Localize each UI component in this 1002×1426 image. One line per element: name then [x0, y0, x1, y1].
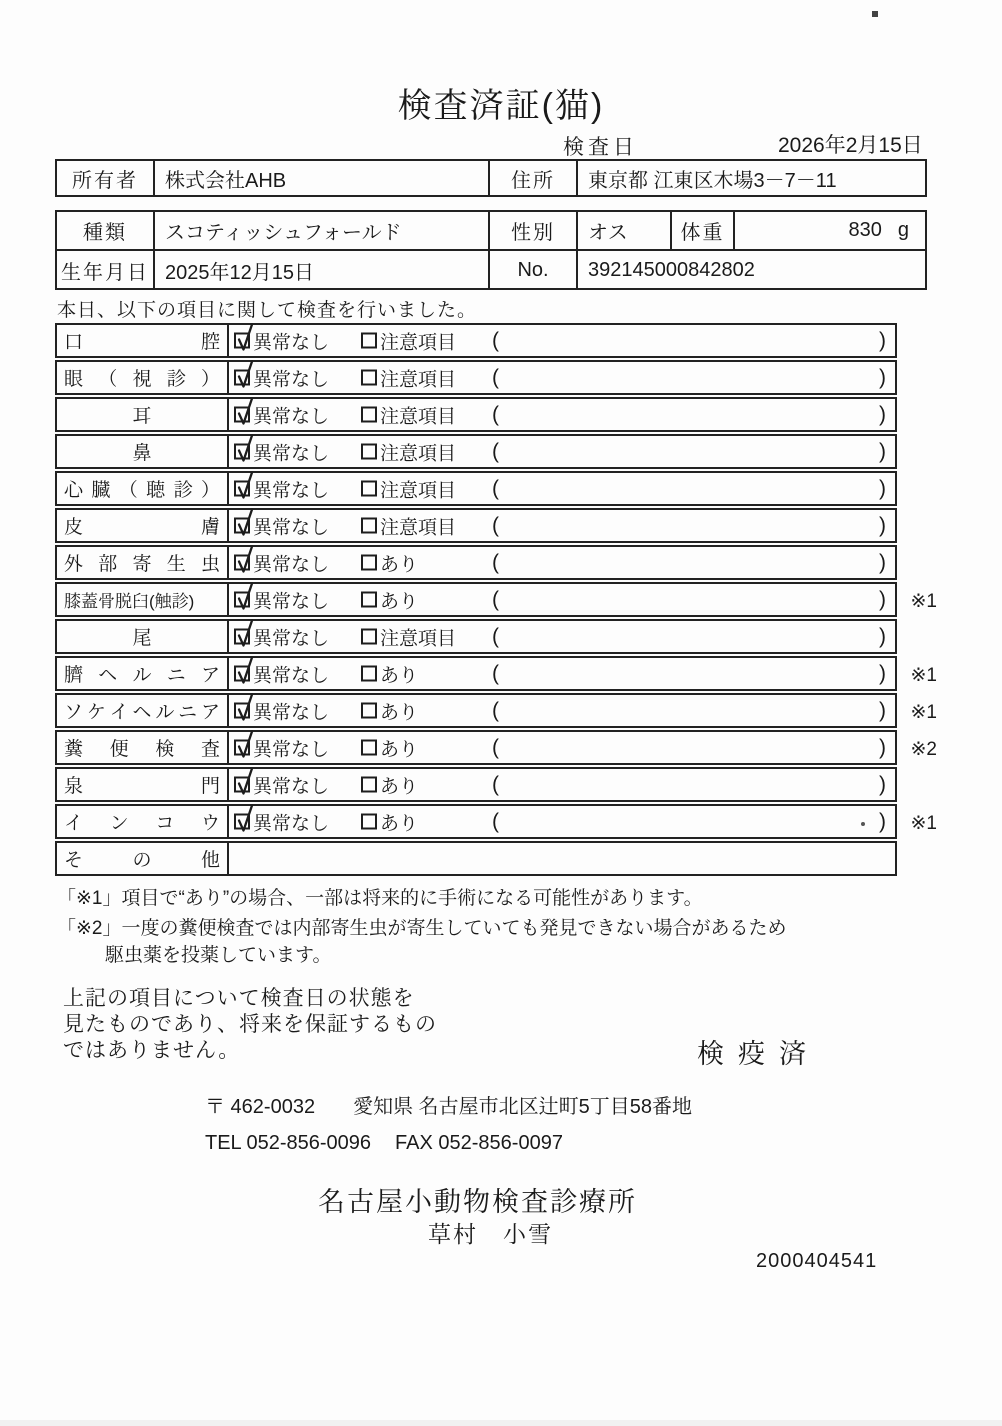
owner-value: 株式会社AHB	[155, 161, 490, 195]
exam-item-label: 膝蓋骨脱臼(触診)	[57, 584, 229, 615]
exam-row	[55, 397, 897, 432]
result-alt-option	[361, 586, 418, 613]
birth-label: 生年月日	[57, 251, 155, 290]
checkmark-icon	[235, 692, 255, 724]
exam-alt-label: あり	[380, 776, 419, 797]
exam-ok-label: 異常なし	[253, 739, 330, 760]
species-value: スコティッシュフォールド	[155, 212, 490, 249]
no-label: No.	[490, 251, 578, 290]
result-alt-option	[361, 512, 456, 539]
exam-row	[55, 619, 897, 654]
exam-alt-label: あり	[380, 665, 419, 686]
exam-alt-label: 注意項目	[380, 369, 457, 390]
exam-alt-label: あり	[380, 554, 419, 575]
checkmark-icon	[235, 766, 255, 798]
exam-row-content	[229, 436, 895, 467]
exam-ok-label: 異常なし	[253, 369, 330, 390]
unchecked-checkbox-icon	[361, 555, 377, 571]
paren-close: )	[879, 772, 886, 796]
result-ok-option	[234, 660, 329, 687]
paren-close: )	[879, 661, 886, 685]
checked-checkbox-icon	[234, 333, 250, 349]
exam-alt-label: あり	[380, 702, 419, 723]
checked-checkbox-icon	[234, 444, 250, 460]
paren-close: )	[879, 513, 886, 537]
result-alt-option	[361, 438, 456, 465]
result-ok-option	[234, 364, 329, 391]
exam-ok-label: 異常なし	[253, 702, 330, 723]
document-serial-number: 2000404541	[756, 1250, 878, 1272]
exam-note: ※2	[910, 739, 937, 760]
pet-table	[55, 210, 927, 290]
exam-ok-label: 異常なし	[253, 554, 330, 575]
result-ok-option	[234, 623, 329, 650]
unchecked-checkbox-icon	[361, 444, 377, 460]
exam-item-label: ソ ケ イ ヘ ル ニ ア	[57, 695, 229, 726]
result-ok-option	[234, 327, 329, 354]
unchecked-checkbox-icon	[361, 481, 377, 497]
exam-item-label: そ の 他	[57, 843, 229, 874]
exam-row-content	[229, 658, 895, 689]
owner-label: 所有者	[57, 161, 155, 195]
result-alt-option	[361, 697, 418, 724]
result-ok-option	[234, 771, 329, 798]
paren-close: )	[879, 476, 886, 500]
paren-close: )	[879, 328, 886, 352]
weight-value: 830	[848, 219, 882, 241]
paren-open: (	[492, 809, 499, 833]
intro-sentence: 本日、以下の項目に関して検査を行いました。	[57, 300, 478, 321]
checked-checkbox-icon	[234, 629, 250, 645]
exam-ok-label: 異常なし	[253, 517, 330, 538]
unchecked-checkbox-icon	[361, 370, 377, 386]
exam-ok-label: 異常なし	[253, 591, 330, 612]
paren-close: )	[879, 550, 886, 574]
exam-alt-label: あり	[380, 813, 419, 834]
paren-open: (	[492, 365, 499, 389]
exam-row-content	[229, 362, 895, 393]
exam-note: ※1	[910, 665, 937, 686]
address-value: 東京都 江東区木場3－7－11	[588, 169, 837, 192]
paren-open: (	[492, 476, 499, 500]
clinic-contact-line	[205, 1132, 563, 1155]
checkmark-icon	[235, 359, 255, 391]
pet-table-row-1	[57, 212, 925, 251]
result-ok-option	[234, 549, 329, 576]
clinic-address: 愛知県 名古屋市北区辻町5丁目58番地	[353, 1096, 693, 1118]
exam-row-content	[229, 510, 895, 541]
exam-row	[55, 323, 897, 358]
exam-row-content	[229, 621, 895, 652]
result-alt-option	[361, 364, 456, 391]
paren-open: (	[492, 661, 499, 685]
checkmark-icon	[235, 618, 255, 650]
exam-row-content	[229, 806, 895, 837]
exam-row	[55, 804, 937, 839]
exam-row	[55, 767, 897, 802]
paren-open: (	[492, 328, 499, 352]
result-alt-option	[361, 549, 418, 576]
exam-note: ※1	[910, 591, 937, 612]
sex-value: オス	[578, 212, 672, 249]
exam-ok-label: 異常なし	[253, 776, 330, 797]
paren-open: (	[492, 550, 499, 574]
checkmark-icon	[235, 507, 255, 539]
exam-table	[55, 323, 937, 878]
result-alt-option	[361, 623, 456, 650]
result-alt-option	[361, 808, 418, 835]
result-ok-option	[234, 808, 329, 835]
exam-item-label: 泉 門	[57, 769, 229, 800]
stray-dot	[861, 822, 865, 826]
checked-checkbox-icon	[234, 814, 250, 830]
checked-checkbox-icon	[234, 666, 250, 682]
exam-row-content	[229, 325, 895, 356]
checked-checkbox-icon	[234, 703, 250, 719]
exam-row	[55, 582, 937, 617]
paren-open: (	[492, 587, 499, 611]
result-ok-option	[234, 734, 329, 761]
weight-value-cell	[735, 212, 925, 249]
exam-ok-label: 異常なし	[253, 332, 330, 353]
checked-checkbox-icon	[234, 777, 250, 793]
exam-ok-label: 異常なし	[253, 813, 330, 834]
exam-item-label: イ ン コ ウ	[57, 806, 229, 837]
exam-row-content	[229, 584, 895, 615]
exam-ok-label: 異常なし	[253, 443, 330, 464]
exam-row	[55, 360, 897, 395]
unchecked-checkbox-icon	[361, 333, 377, 349]
weight-unit: g	[897, 219, 909, 241]
exam-item-label: 外 部 寄 生 虫	[57, 547, 229, 578]
exam-ok-label: 異常なし	[253, 480, 330, 501]
paren-close: )	[879, 624, 886, 648]
exam-row	[55, 841, 897, 876]
species-label: 種類	[57, 212, 155, 249]
paren-open: (	[492, 698, 499, 722]
unchecked-checkbox-icon	[361, 666, 377, 682]
exam-ok-label: 異常なし	[253, 406, 330, 427]
result-ok-option	[234, 438, 329, 465]
exam-row	[55, 434, 897, 469]
exam-row	[55, 693, 937, 728]
checked-checkbox-icon	[234, 555, 250, 571]
exam-row	[55, 471, 897, 506]
result-alt-option	[361, 327, 456, 354]
paren-open: (	[492, 402, 499, 426]
exam-ok-label: 異常なし	[253, 628, 330, 649]
paren-open: (	[492, 772, 499, 796]
disclaimer-line-1: 上記の項目について検査日の状態を	[63, 987, 415, 1010]
exam-alt-label: 注意項目	[380, 517, 457, 538]
owner-table	[55, 159, 927, 197]
exam-row	[55, 730, 937, 765]
unchecked-checkbox-icon	[361, 629, 377, 645]
result-alt-option	[361, 660, 418, 687]
checked-checkbox-icon	[234, 370, 250, 386]
exam-row-content	[229, 399, 895, 430]
footnote-2: 「※2」一度の糞便検査では内部寄生虫が寄生していても発見できない場合があるため	[57, 918, 787, 939]
checked-checkbox-icon	[234, 481, 250, 497]
exam-item-label: 尾	[57, 621, 229, 652]
checkmark-icon	[235, 396, 255, 428]
checkmark-icon	[235, 803, 255, 835]
unchecked-checkbox-icon	[361, 703, 377, 719]
paren-close: )	[879, 439, 886, 463]
exam-note: ※1	[910, 702, 937, 723]
paren-open: (	[492, 624, 499, 648]
unchecked-checkbox-icon	[361, 777, 377, 793]
checkmark-icon	[235, 433, 255, 465]
paren-open: (	[492, 735, 499, 759]
result-ok-option	[234, 475, 329, 502]
checkmark-icon	[235, 729, 255, 761]
exam-row-content	[229, 695, 895, 726]
sex-label: 性別	[490, 212, 578, 249]
footnote-2-continued: 駆虫薬を投薬しています。	[105, 945, 332, 966]
exam-row-content	[229, 732, 895, 763]
result-ok-option	[234, 512, 329, 539]
exam-alt-label: あり	[380, 739, 419, 760]
checked-checkbox-icon	[234, 407, 250, 423]
checkmark-icon	[235, 544, 255, 576]
exam-item-label: 耳	[57, 399, 229, 430]
exam-item-label: 口 腔	[57, 325, 229, 356]
result-alt-option	[361, 475, 456, 502]
postal-code: 〒 462-0032	[205, 1096, 316, 1118]
result-ok-option	[234, 697, 329, 724]
disclaimer-line-2: 見たものであり、将来を保証するもの	[63, 1013, 437, 1036]
footnote-1: 「※1」項目で“あり”の場合、一部は将来的に手術になる可能性があります。	[57, 888, 703, 909]
disclaimer-line-3: ではありません。	[63, 1039, 241, 1062]
exam-row	[55, 545, 897, 580]
exam-alt-label: 注意項目	[380, 443, 457, 464]
paren-close: )	[879, 587, 886, 611]
exam-row	[55, 508, 897, 543]
scan-speck	[872, 11, 878, 17]
quarantine-passed-stamp: 検疫済	[697, 1039, 820, 1069]
unchecked-checkbox-icon	[361, 407, 377, 423]
exam-item-label: 臍 ヘ ル ニ ア	[57, 658, 229, 689]
result-alt-option	[361, 401, 456, 428]
exam-item-label: 心 臓 （ 聴 診 ）	[57, 473, 229, 504]
veterinarian-name: 草村 小雪	[428, 1221, 553, 1247]
pet-table-row-2	[57, 251, 925, 290]
weight-label: 体重	[672, 212, 735, 249]
exam-date-label: 検査日	[563, 136, 638, 159]
result-ok-option	[234, 586, 329, 613]
clinic-tel: TEL 052-856-0096	[205, 1132, 372, 1154]
checkmark-icon	[235, 322, 255, 354]
checkmark-icon	[235, 655, 255, 687]
exam-alt-label: 注意項目	[380, 406, 457, 427]
exam-item-label: 眼 （ 視 診 ）	[57, 362, 229, 393]
address-label: 住所	[490, 161, 578, 195]
exam-alt-label: 注意項目	[380, 480, 457, 501]
paren-close: )	[879, 402, 886, 426]
checked-checkbox-icon	[234, 592, 250, 608]
page-title: 検査済証(猫)	[397, 87, 605, 125]
paren-close: )	[879, 698, 886, 722]
unchecked-checkbox-icon	[361, 814, 377, 830]
birth-value: 2025年12月15日	[155, 251, 490, 290]
exam-item-label: 鼻	[57, 436, 229, 467]
checked-checkbox-icon	[234, 518, 250, 534]
checked-checkbox-icon	[234, 740, 250, 756]
exam-alt-label: あり	[380, 591, 419, 612]
exam-row-content	[229, 547, 895, 578]
exam-row	[55, 656, 937, 691]
disclaimer-text	[63, 986, 437, 1064]
result-alt-option	[361, 734, 418, 761]
exam-ok-label: 異常なし	[253, 665, 330, 686]
exam-row-content	[229, 769, 895, 800]
exam-item-label: 皮 膚	[57, 510, 229, 541]
exam-row-content	[229, 473, 895, 504]
checkmark-icon	[235, 581, 255, 613]
result-alt-option	[361, 771, 418, 798]
exam-alt-label: 注意項目	[380, 332, 457, 353]
clinic-fax: FAX 052-856-0097	[395, 1132, 563, 1154]
clinic-name: 名古屋小動物検査診療所	[318, 1187, 637, 1217]
result-ok-option	[234, 401, 329, 428]
exam-note: ※1	[910, 813, 937, 834]
exam-item-label: 糞 便 検 査	[57, 732, 229, 763]
scan-edge-band	[0, 1420, 1002, 1426]
unchecked-checkbox-icon	[361, 740, 377, 756]
exam-date-value: 2026年2月15日	[778, 134, 923, 157]
checkmark-icon	[235, 470, 255, 502]
exam-alt-label: 注意項目	[380, 628, 457, 649]
exam-row-content	[229, 843, 895, 874]
paren-open: (	[492, 439, 499, 463]
clinic-postal-line	[205, 1090, 692, 1119]
paren-close: )	[879, 809, 886, 833]
paren-open: (	[492, 513, 499, 537]
paren-close: )	[879, 735, 886, 759]
paren-close: )	[879, 365, 886, 389]
no-value: 392145000842802	[588, 259, 755, 281]
unchecked-checkbox-icon	[361, 518, 377, 534]
unchecked-checkbox-icon	[361, 592, 377, 608]
